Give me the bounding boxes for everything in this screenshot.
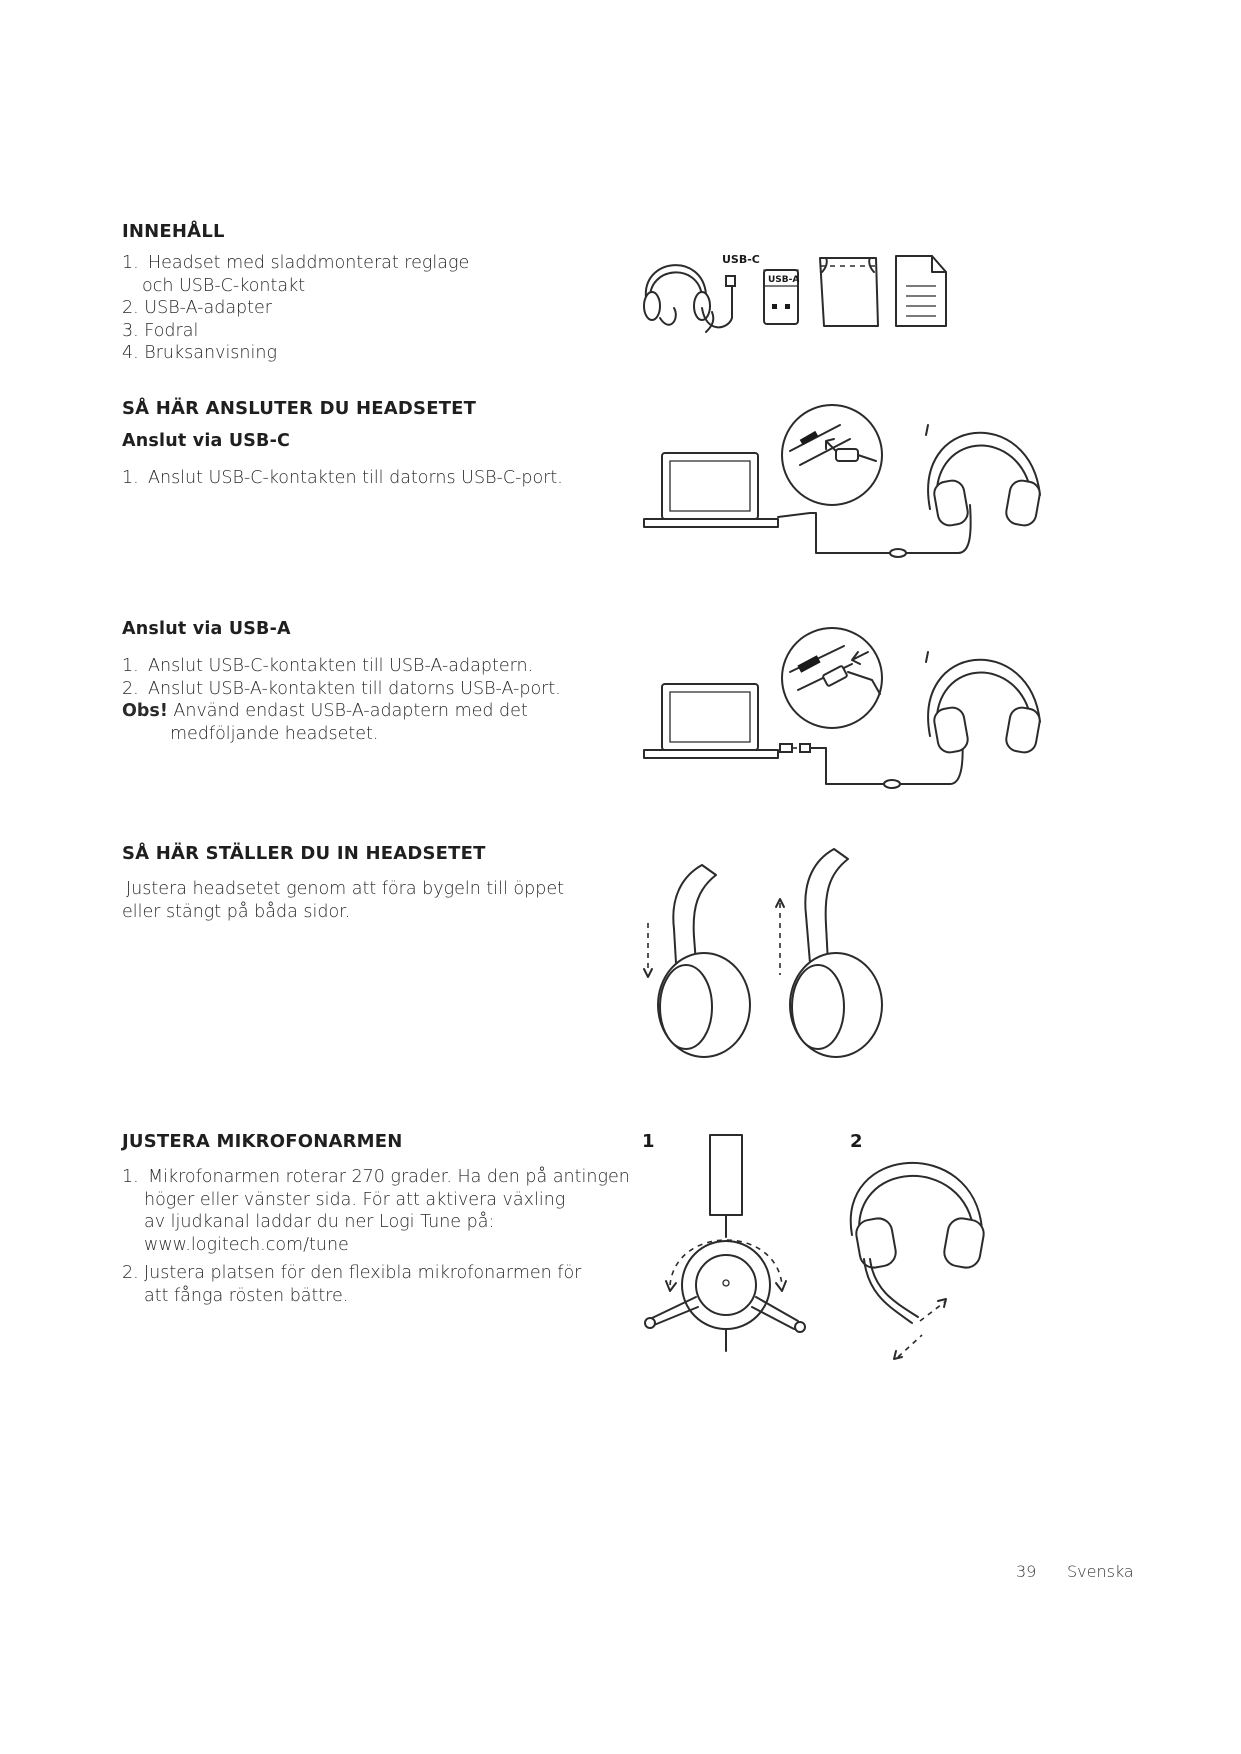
- headset-icon: [644, 265, 735, 332]
- list-item: 4. Bruksanvisning: [122, 343, 277, 363]
- connect-heading: SÅ HÄR ANSLUTER DU HEADSETET: [122, 398, 477, 419]
- list-item: 2. USB-A-adapter: [122, 298, 272, 318]
- figure-number: 2: [850, 1131, 863, 1152]
- note: Obs! Använd endast USB-A-adaptern med det: [122, 701, 528, 721]
- page-number: 39: [1016, 1562, 1037, 1581]
- adjust-heading: SÅ HÄR STÄLLER DU IN HEADSETET: [122, 843, 486, 864]
- list-item: 1. Anslut USB-C-kontakten till USB-A-adaptern.: [122, 656, 534, 676]
- list-item: 2. Anslut USB-A-kontakten till datorns USB-A-port.: [122, 678, 561, 699]
- headset-icon: [926, 425, 1042, 527]
- earcup-open-icon: [776, 849, 882, 1057]
- usba-label: USB-A: [768, 275, 800, 285]
- mic-heading: JUSTERA MIKROFONARMEN: [122, 1131, 403, 1152]
- language-label: Svenska: [1067, 1562, 1134, 1581]
- earcup-closed-icon: [644, 865, 750, 1057]
- list-item: 3. Fodral: [122, 320, 199, 341]
- list-item: 1. Headset med sladdmonterat reglage: [122, 253, 470, 273]
- usbc-connection-illustration: [640, 395, 1060, 565]
- mic-rotation-figure: [645, 1135, 805, 1351]
- connect-usbc-step: 1. Anslut USB-C-kontakten till datorns USB-C-port.: [122, 468, 563, 488]
- mic-boom-illustration: [640, 1125, 1000, 1375]
- pouch-icon: [820, 258, 878, 326]
- zoom-circle: [782, 405, 882, 505]
- usbc-label: USB-C: [722, 253, 760, 266]
- mic-steps: 1. Mikrofonarmen roterar 270 grader. Ha den på antingen höger eller vänster sida. För att aktivera växling av ljudkanal laddar du ner Logi Tune på: www.logitech.com/tune 2. Justera platsen för den flexibla mikrofonarmen för att fånga rösten bättre.: [122, 1166, 642, 1307]
- laptop-icon: [644, 684, 778, 758]
- adjust-text: Justera headsetet genom att föra bygeln till öppet eller stängt på båda sidor.: [122, 879, 564, 922]
- laptop-icon: [644, 453, 778, 527]
- list-item: 1. Mikrofonarmen roterar 270 grader. Ha den på antingen: [122, 1167, 630, 1187]
- contents-list: [122, 252, 602, 365]
- connect-usbc-subheading: Anslut via USB-C: [122, 431, 291, 451]
- contents-heading: INNEHÅLL: [122, 221, 225, 242]
- note-continuation: medföljande headsetet.: [170, 723, 379, 744]
- connect-usba-steps: [122, 655, 622, 745]
- contents-illustration: [640, 248, 960, 334]
- headset-icon: [926, 652, 1042, 754]
- mic-flex-figure: [851, 1163, 986, 1359]
- list-item: 2. Justera platsen för den flexibla mikrofonarmen för: [122, 1263, 582, 1283]
- figure-number: 1: [642, 1131, 655, 1152]
- headband-adjust-illustration: [640, 845, 880, 1065]
- connect-usba-subheading: Anslut via USB-A: [122, 619, 291, 639]
- manual-icon: [896, 256, 946, 326]
- usba-connection-illustration: [640, 612, 1060, 802]
- list-item-continuation: och USB-C-kontakt: [142, 275, 306, 296]
